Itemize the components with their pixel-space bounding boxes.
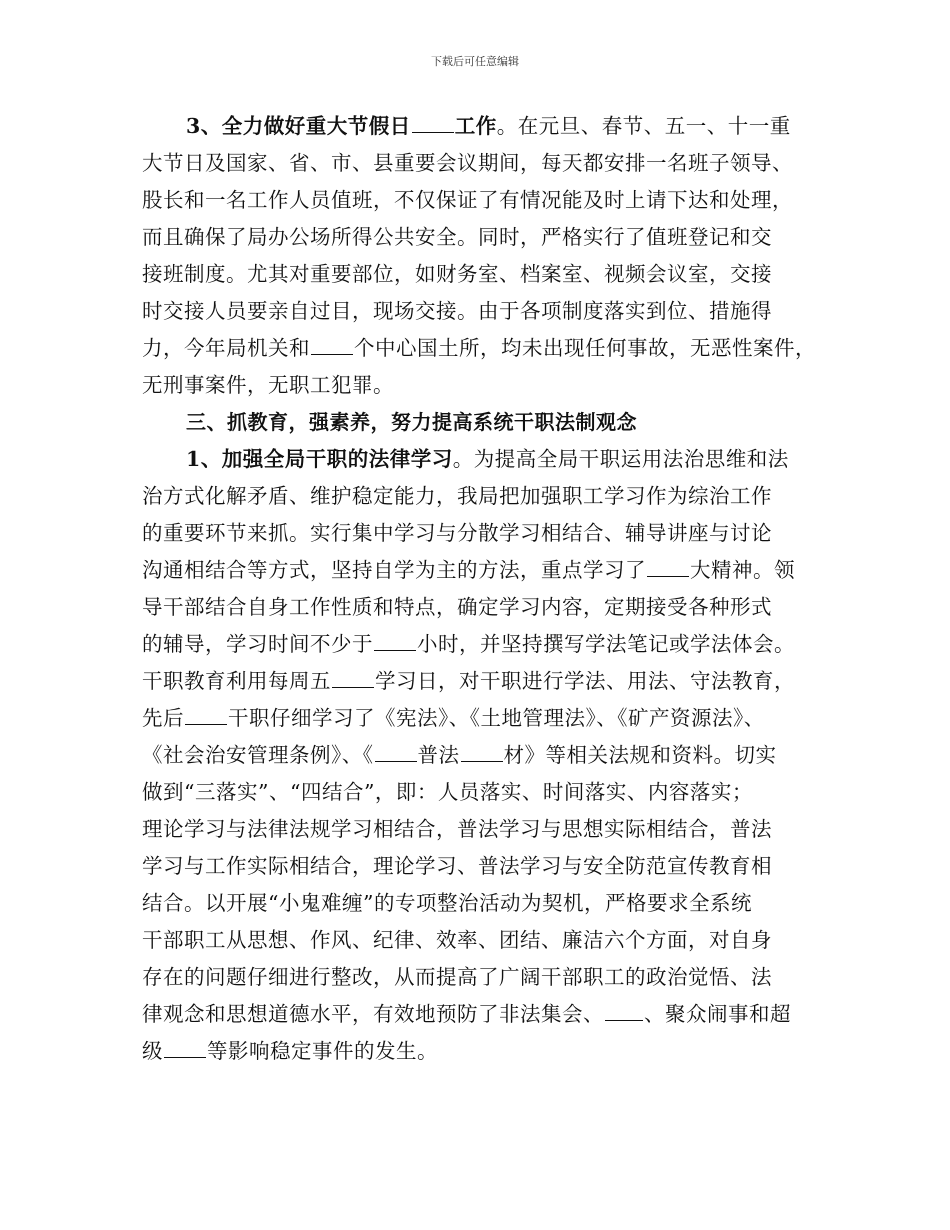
paragraph-line: 大节日及国家、省、市、县重要会议期间，每天都安排一名班子领导、: [142, 151, 793, 175]
text-run: 律观念和思想道德水平，有效地预防了非法集会、: [142, 1002, 604, 1026]
paragraph-line: 存在的问题仔细进行整改，从而提高了广阔干部职工的政治觉悟、法: [142, 965, 772, 989]
paragraph-line: 而且确保了局办公场所得公共安全。同时，严格实行了值班登记和交: [142, 225, 772, 249]
text-run: 力，今年局机关和: [142, 336, 310, 360]
text-run: 小时，并坚持撰写学法笔记或学法体会。: [417, 632, 795, 656]
text-run: 级: [142, 1039, 163, 1063]
paragraph-line: 学习与工作实际相结合，理论学习、普法学习与安全防范宣传教育相: [142, 854, 772, 878]
paragraph-line: 股长和一名工作人员值班，不仅保证了有情况能及时上请下达和处理，: [142, 188, 793, 212]
text-run: 、聚众闹事和超: [644, 1002, 791, 1026]
fill-blank: [164, 1039, 206, 1058]
paragraph-line: [142, 552, 812, 589]
paragraph-line: [142, 996, 812, 1033]
fill-blank: [647, 558, 689, 577]
paragraph-lead-bold: 工作: [454, 114, 497, 138]
paragraph-line: [142, 441, 812, 478]
fill-blank: [311, 336, 353, 355]
paragraph-line: 理论学习与法律法规学习相结合，普法学习与思想实际相结合，普法: [142, 817, 772, 841]
document-body: [142, 108, 816, 1070]
text-run: 普法: [417, 743, 460, 767]
paragraph-line: 无刑事案件，无职工犯罪。: [142, 373, 394, 397]
fill-blank: [461, 743, 503, 762]
text-run: 干职教育利用每周五: [142, 669, 331, 693]
paragraph-lead-bold: 3、全力做好重大节假日: [186, 114, 411, 138]
paragraph-line: 时交接人员要亲自过目，现场交接。由于各项制度落实到位、措施得: [142, 299, 772, 323]
fill-blank: [412, 114, 454, 133]
paragraph-line: 治方式化解矛盾、维护稳定能力，我局把加强职工学习作为综治工作: [142, 484, 772, 508]
page-header: 下载后可任意编辑: [431, 55, 519, 68]
paragraph-line: [142, 330, 816, 367]
paragraph-line: 接班制度。尤其对重要部位，如财务室、档案室、视频会议室，交接: [142, 262, 772, 286]
text-run: 先后: [142, 706, 184, 730]
text-run: 大精神。领: [690, 558, 795, 582]
section-heading: 三、抓教育，强素养，努力提高系统干职法制观念: [186, 410, 637, 434]
paragraph-line: [142, 700, 812, 737]
text-run: 个中心国土所，均未出现任何事故，无恶性案件，: [354, 336, 816, 360]
text-run: 干职仔细学习了《宪法》、《土地管理法》、《矿产资源法》、: [228, 706, 765, 730]
text-run: 《社会治安管理条例》、《: [142, 743, 374, 767]
fill-blank: [375, 743, 417, 762]
text-run: 。在元旦、春节、五一、十一重: [496, 114, 791, 138]
paragraph-line: 导干部结合自身工作性质和特点，确定学习内容，定期接受各种形式: [142, 595, 772, 619]
fill-blank: [605, 1002, 643, 1021]
paragraph-line: [142, 737, 812, 774]
paragraph-line: [142, 626, 812, 663]
paragraph-line: [142, 1033, 812, 1070]
paragraph-line: [142, 663, 812, 700]
text-run: 等影响稳定事件的发生。: [207, 1039, 438, 1063]
text-run: 沟通相结合等方式，坚持自学为主的方法，重点学习了: [142, 558, 646, 582]
fill-blank: [374, 632, 416, 651]
paragraph-line: 干部职工从思想、作风、纪律、效率、团结、廉洁六个方面，对自身: [142, 928, 772, 952]
paragraph-lead-bold: 1、加强全局干职的法律学习: [186, 447, 453, 471]
paragraph-line: [142, 108, 812, 145]
paragraph-line: 做到“三落实”、“四结合”，即：人员落实、时间落实、内容落实；: [142, 780, 753, 804]
paragraph-line: 的重要环节来抓。实行集中学习与分散学习相结合、辅导讲座与讨论: [142, 521, 772, 545]
text-run: 学习日，对干职进行学法、用法、守法教育，: [375, 669, 795, 693]
fill-blank: [185, 706, 227, 725]
text-run: 的辅导，学习时间不少于: [142, 632, 373, 656]
text-run: 材》等相关法规和资料。切实: [503, 743, 777, 767]
text-run: 。为提高全局干职运用法治思维和法: [452, 447, 789, 471]
fill-blank: [332, 669, 374, 688]
paragraph-line: 结合。以开展“小鬼难缠”的专项整治活动为契机，严格要求全系统: [142, 891, 752, 915]
